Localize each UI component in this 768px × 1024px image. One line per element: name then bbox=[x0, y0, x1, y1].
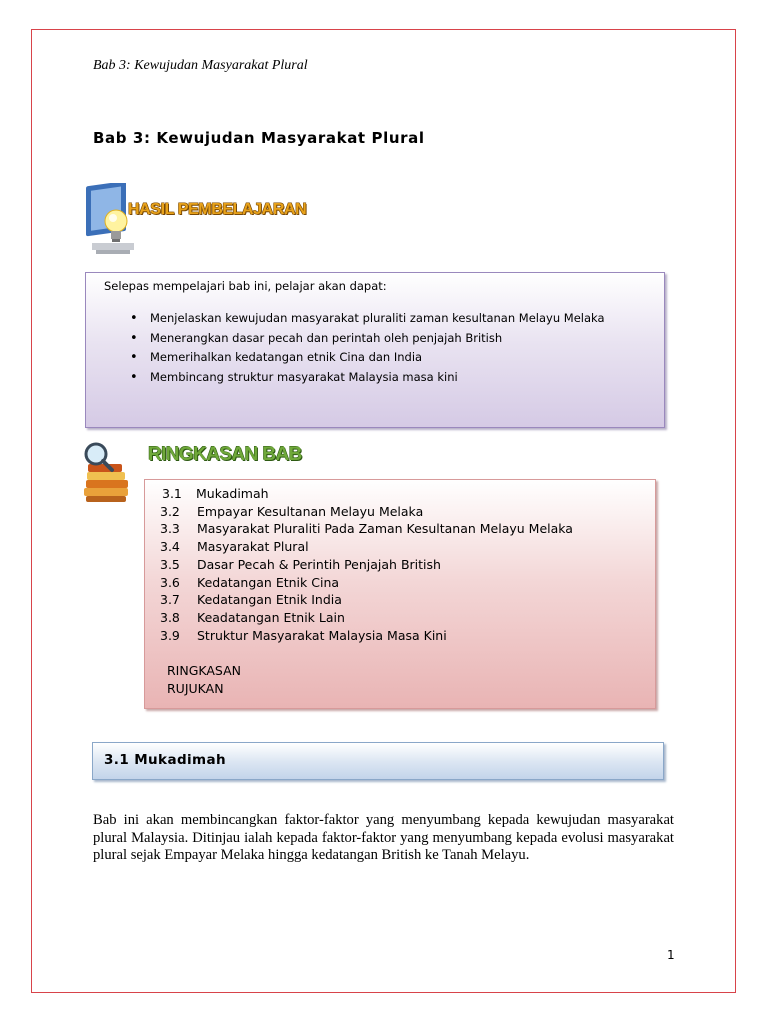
toc-number: 3.8 bbox=[160, 609, 180, 625]
toc-title: Mukadimah bbox=[196, 486, 269, 501]
toc-item bbox=[160, 591, 342, 609]
toc-title: Empayar Kesultanan Melayu Melaka bbox=[197, 503, 424, 519]
lightbulb-monitor-icon bbox=[82, 183, 142, 263]
books-magnifier-icon bbox=[78, 440, 136, 510]
toc-item bbox=[160, 520, 573, 538]
chapter-summary-box bbox=[144, 479, 656, 709]
chapter-summary-banner: RINGKASAN BAB bbox=[148, 444, 302, 465]
list-item: • Menerangkan dasar pecah dan perintah oleh penjajah British bbox=[130, 329, 605, 349]
learning-outcomes-box bbox=[85, 272, 665, 428]
toc-references: RUJUKAN bbox=[167, 681, 224, 696]
body-paragraph: Bab ini akan membincangkan faktor-faktor yang menyumbang kepada kewujudan masyarakat plural Malaysia. Ditinjau ialah kepada faktor-faktor yang menyumbang kepada evolusi masyarakat plural sejak Empayar Melaka hingga kedatangan British ke Tanah Melayu. bbox=[93, 812, 674, 864]
toc-number: 3.5 bbox=[160, 556, 180, 572]
toc-item bbox=[160, 574, 339, 592]
toc-summary: RINGKASAN bbox=[167, 663, 242, 678]
page-number: 1 bbox=[667, 948, 675, 962]
toc-title: Dasar Pecah & Perintih Penjajah British bbox=[197, 556, 441, 572]
toc-item bbox=[160, 609, 345, 627]
toc-number: 3.4 bbox=[160, 539, 180, 555]
toc-title: Kedatangan Etnik Cina bbox=[197, 574, 340, 590]
toc-item bbox=[160, 627, 447, 645]
toc-item bbox=[160, 556, 441, 574]
toc-title: Keadatangan Etnik Lain bbox=[197, 609, 345, 625]
toc-item bbox=[160, 538, 309, 556]
outcomes-list bbox=[130, 309, 605, 387]
toc-title: Masyarakat Pluraliti Pada Zaman Kesultanan Melayu Melaka bbox=[197, 521, 573, 537]
list-item: • Membincang struktur masyarakat Malaysia masa kini bbox=[130, 368, 605, 388]
section-title: 3.1 Mukadimah bbox=[104, 752, 227, 768]
running-header: Bab 3: Kewujudan Masyarakat Plural bbox=[93, 58, 308, 73]
toc-item bbox=[160, 503, 423, 521]
list-item: • Menjelaskan kewujudan masyarakat pluraliti zaman kesultanan Melayu Melaka bbox=[130, 309, 605, 329]
toc-number: 3.7 bbox=[160, 592, 180, 608]
toc-title: Masyarakat Plural bbox=[197, 539, 309, 555]
toc-title: Struktur Masyarakat Malaysia Masa Kini bbox=[197, 627, 447, 643]
list-item: • Memerihalkan kedatangan etnik Cina dan India bbox=[130, 348, 605, 368]
toc-title: Kedatangan Etnik India bbox=[197, 592, 342, 608]
learning-outcomes-banner: HASIL PEMBELAJARAN bbox=[128, 201, 307, 218]
chapter-title: Bab 3: Kewujudan Masyarakat Plural bbox=[93, 129, 425, 147]
outcomes-intro: Selepas mempelajari bab ini, pelajar akan dapat: bbox=[104, 279, 387, 293]
toc-number: 3.1 bbox=[162, 486, 182, 501]
section-heading-box bbox=[92, 742, 664, 780]
toc-item bbox=[162, 485, 269, 503]
toc-number: 3.6 bbox=[160, 574, 180, 590]
toc-number: 3.9 bbox=[160, 627, 180, 643]
toc-number: 3.3 bbox=[160, 521, 180, 537]
toc-number: 3.2 bbox=[160, 503, 180, 519]
